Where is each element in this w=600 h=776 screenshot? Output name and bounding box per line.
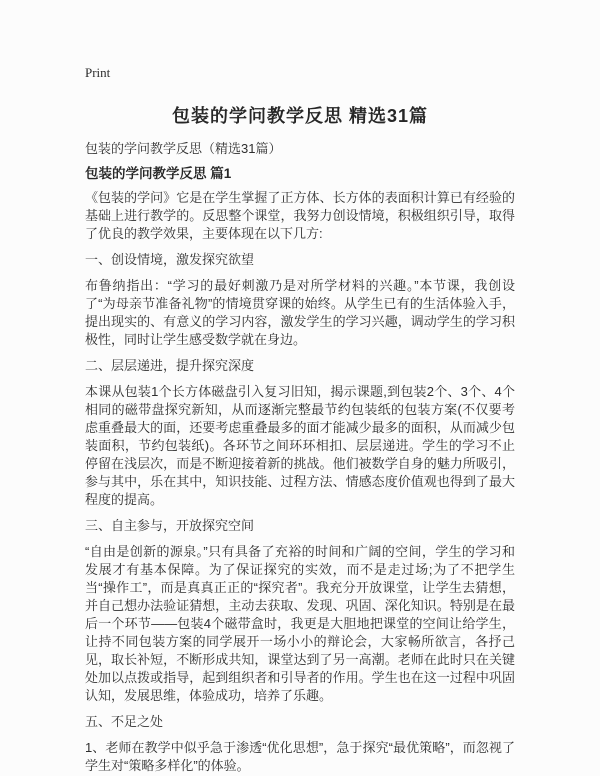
paragraph: 布鲁纳指出：“学习的最好刺激乃是对所学材料的兴趣。”本节课，我创设了“为母亲节准备礼物”的情境贯穿课的始终。从学生已有的生活体验入手，提出现实的、有意义的学习内容，激发学生的学习兴趣，调动学生的学习积极性，同时让学生感受数学就在身边。 — [85, 278, 515, 347]
article-heading: 包装的学问教学反思 篇1 — [85, 166, 232, 181]
section-heading: 一、创设情境，激发探究欲望 — [85, 252, 255, 267]
section-heading: 五、不足之处 — [85, 714, 164, 729]
section-heading: 三、自主参与，开放探究空间 — [85, 518, 255, 533]
paragraph: 1、老师在教学中似乎急于渗透“优化思想”，急于探究“最优策略”，而忽视了学生对“策略多样化”的体验。 — [85, 740, 515, 773]
print-link[interactable]: Print — [85, 65, 111, 80]
paragraph: 本课从包装1个长方体磁盘引入复习旧知，揭示课题,到包装2个、3个、4个相同的磁带盘探究新知，从而逐渐完整最节约包装纸的包装方案(不仅要考虑重叠最大的面，还要考虑重叠最多的面才能减少最多的面积，从而减少包装面积，节约包装纸)。各环节之间环环相扣、层层递进。学生的学习不止停留在浅层次，而是不断迎接着新的挑战。他们被数学自身的魅力所吸引，参与其中，乐在其中，知识技能、过程方法、情感态度价值观也得到了最大程度的提高。 — [85, 384, 515, 507]
article-body — [85, 189, 515, 775]
paragraph: “自由是创新的源泉。”只有具备了充裕的时间和广阔的空间，学生的学习和发展才有基本保障。为了保证探究的实效，而不是走过场;为了不把学生当“操作工”，而是真真正正的“探究者”。我充分开放课堂，让学生去猜想，并自己想办法验证猜想，主动去获取、发现、巩固、深化知识。特别是在最后一个环节——包装4个磁带盒时，我更是大胆地把课堂的空间让给学生，让持不同包装方案的同学展开一场小小的辩论会，大家畅所欲言，各抒己见，取长补短，不断形成共知，课堂达到了另一高潮。老师在此时只在关键处加以点拨或指导，起到组织者和引导者的作用。学生也在这一过程中巩固认知，发展思维，体验成功，培养了乐趣。 — [85, 544, 515, 703]
paragraph: 《包装的学问》它是在学生掌握了正方体、长方体的表面积计算已有经验的基础上进行教学的。反思整个课堂，我努力创设情境，积极组织引导，取得了优良的教学效果，主要体现在以下几方: — [85, 190, 515, 241]
page-title: 包装的学问教学反思 精选31篇 — [171, 106, 429, 126]
page-subtitle: 包装的学问教学反思（精选31篇） — [85, 141, 282, 156]
section-heading: 二、层层递进，提升探究深度 — [85, 358, 255, 373]
